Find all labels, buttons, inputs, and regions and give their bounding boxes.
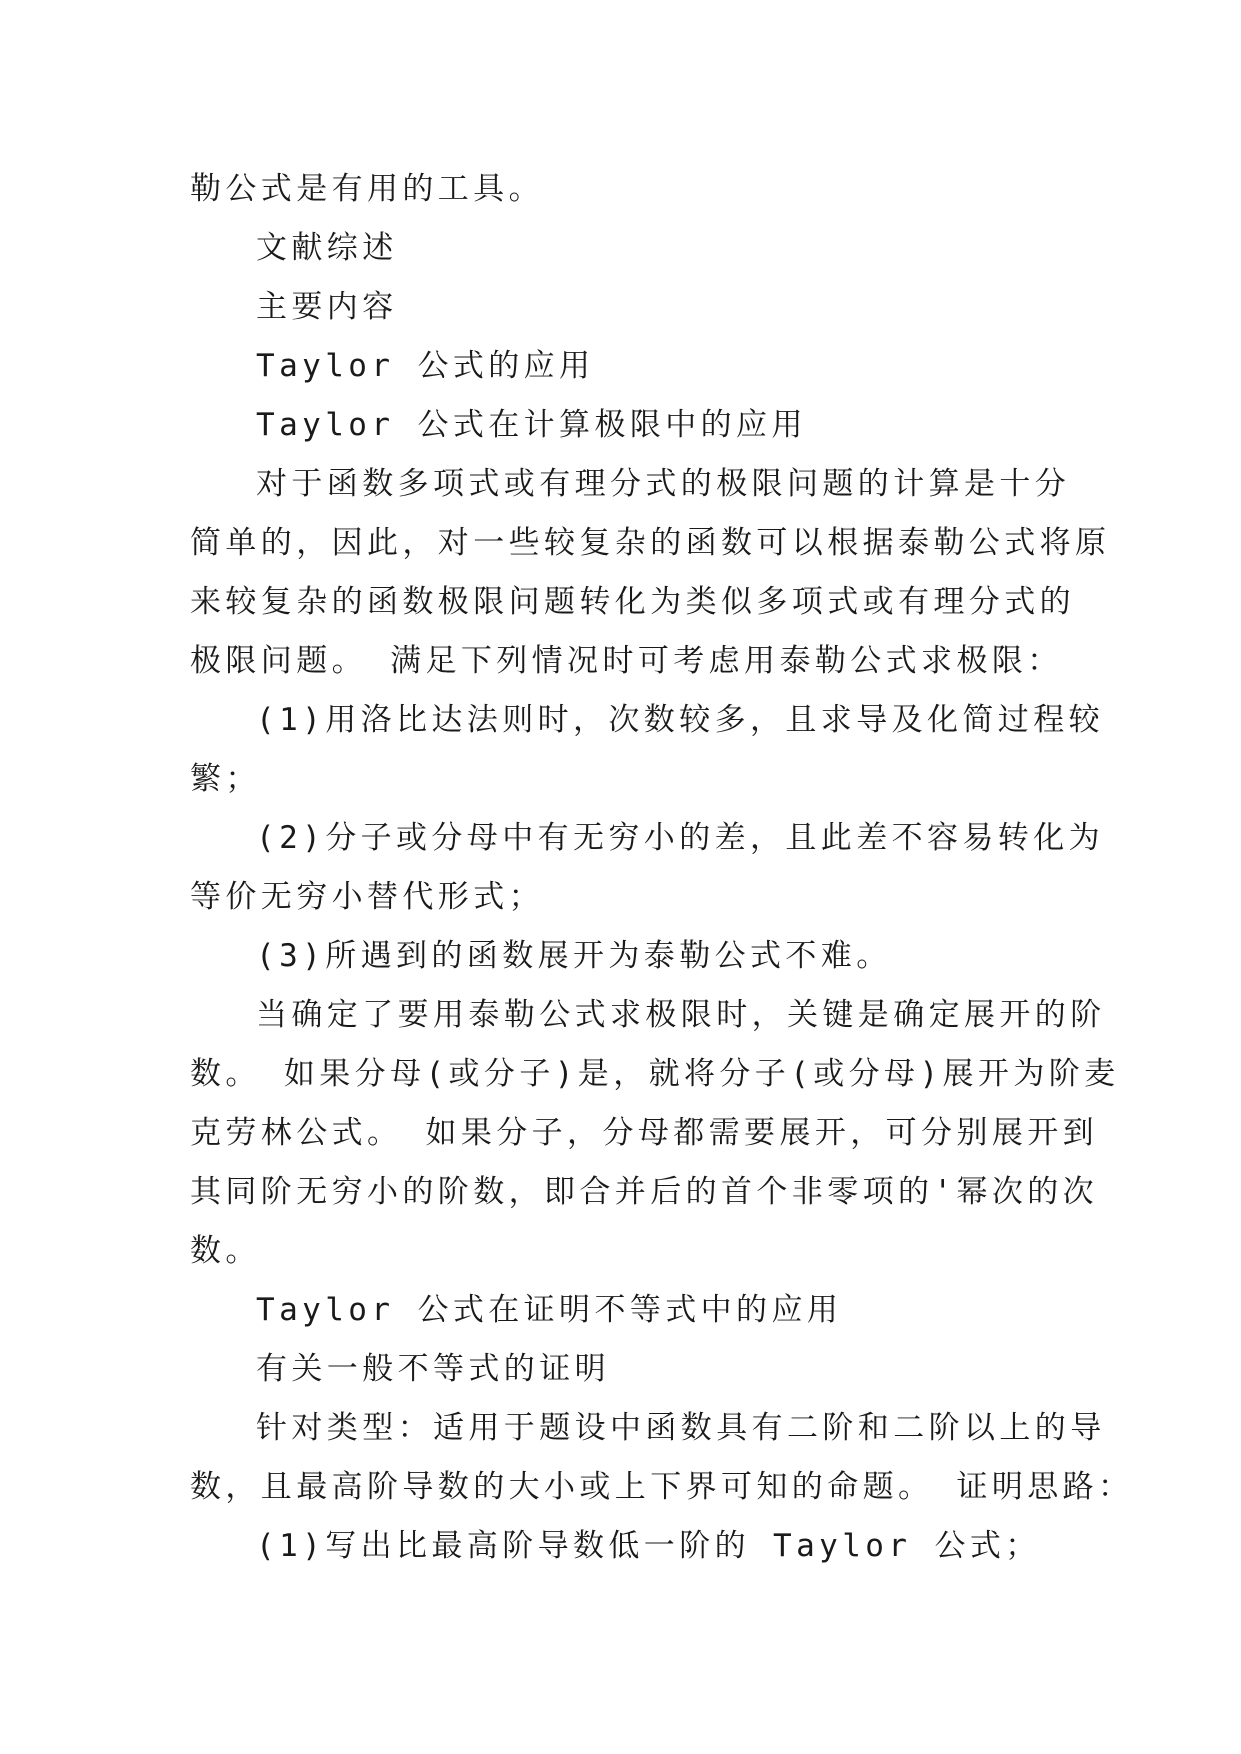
text-line: (1)用洛比达法则时，次数较多，且求导及化简过程较: [256, 702, 1104, 738]
text-line: 有关一般不等式的证明: [256, 1351, 610, 1387]
text-line: 数。: [190, 1233, 261, 1269]
text-line: 极限问题。 满足下列情况时可考虑用泰勒公式求极限：: [190, 643, 1063, 679]
text-line: 针对类型：适用于题设中函数具有二阶和二阶以上的导: [256, 1410, 1106, 1446]
text-line: Taylor 公式在计算极限中的应用: [256, 407, 807, 443]
text-line: Taylor 公式的应用: [256, 348, 595, 384]
document-body: [190, 160, 1134, 1576]
text-line: 简单的，因此，对一些较复杂的函数可以根据泰勒公式将原: [190, 525, 1111, 561]
text-line: Taylor 公式在证明不等式中的应用: [256, 1292, 843, 1328]
text-line: 数，且最高阶导数的大小或上下界可知的命题。 证明思路：: [190, 1469, 1134, 1505]
text-line: 勒公式是有用的工具。: [190, 171, 544, 207]
text-line: (2)分子或分母中有无穷小的差，且此差不容易转化为: [256, 820, 1104, 856]
text-line: 克劳林公式。 如果分子，分母都需要展开，可分别展开到: [190, 1115, 1099, 1151]
text-line: 等价无穷小替代形式；: [190, 879, 544, 915]
text-line: (1)写出比最高阶导数低一阶的 Taylor 公式；: [256, 1528, 1041, 1564]
text-line: 其同阶无穷小的阶数，即合并后的首个非零项的'幂次的次: [190, 1174, 1099, 1210]
text-line: 主要内容: [256, 289, 398, 325]
text-line: 文献综述: [256, 230, 398, 266]
text-line: 数。 如果分母(或分子)是，就将分子(或分母)展开为阶麦: [190, 1056, 1120, 1092]
text-line: 对于函数多项式或有理分式的极限问题的计算是十分: [256, 466, 1071, 502]
text-line: 来较复杂的函数极限问题转化为类似多项式或有理分式的: [190, 584, 1075, 620]
text-line: 繁；: [190, 761, 261, 797]
text-line: (3)所遇到的函数展开为泰勒公式不难。: [256, 938, 892, 974]
text-line: 当确定了要用泰勒公式求极限时，关键是确定展开的阶: [256, 997, 1106, 1033]
